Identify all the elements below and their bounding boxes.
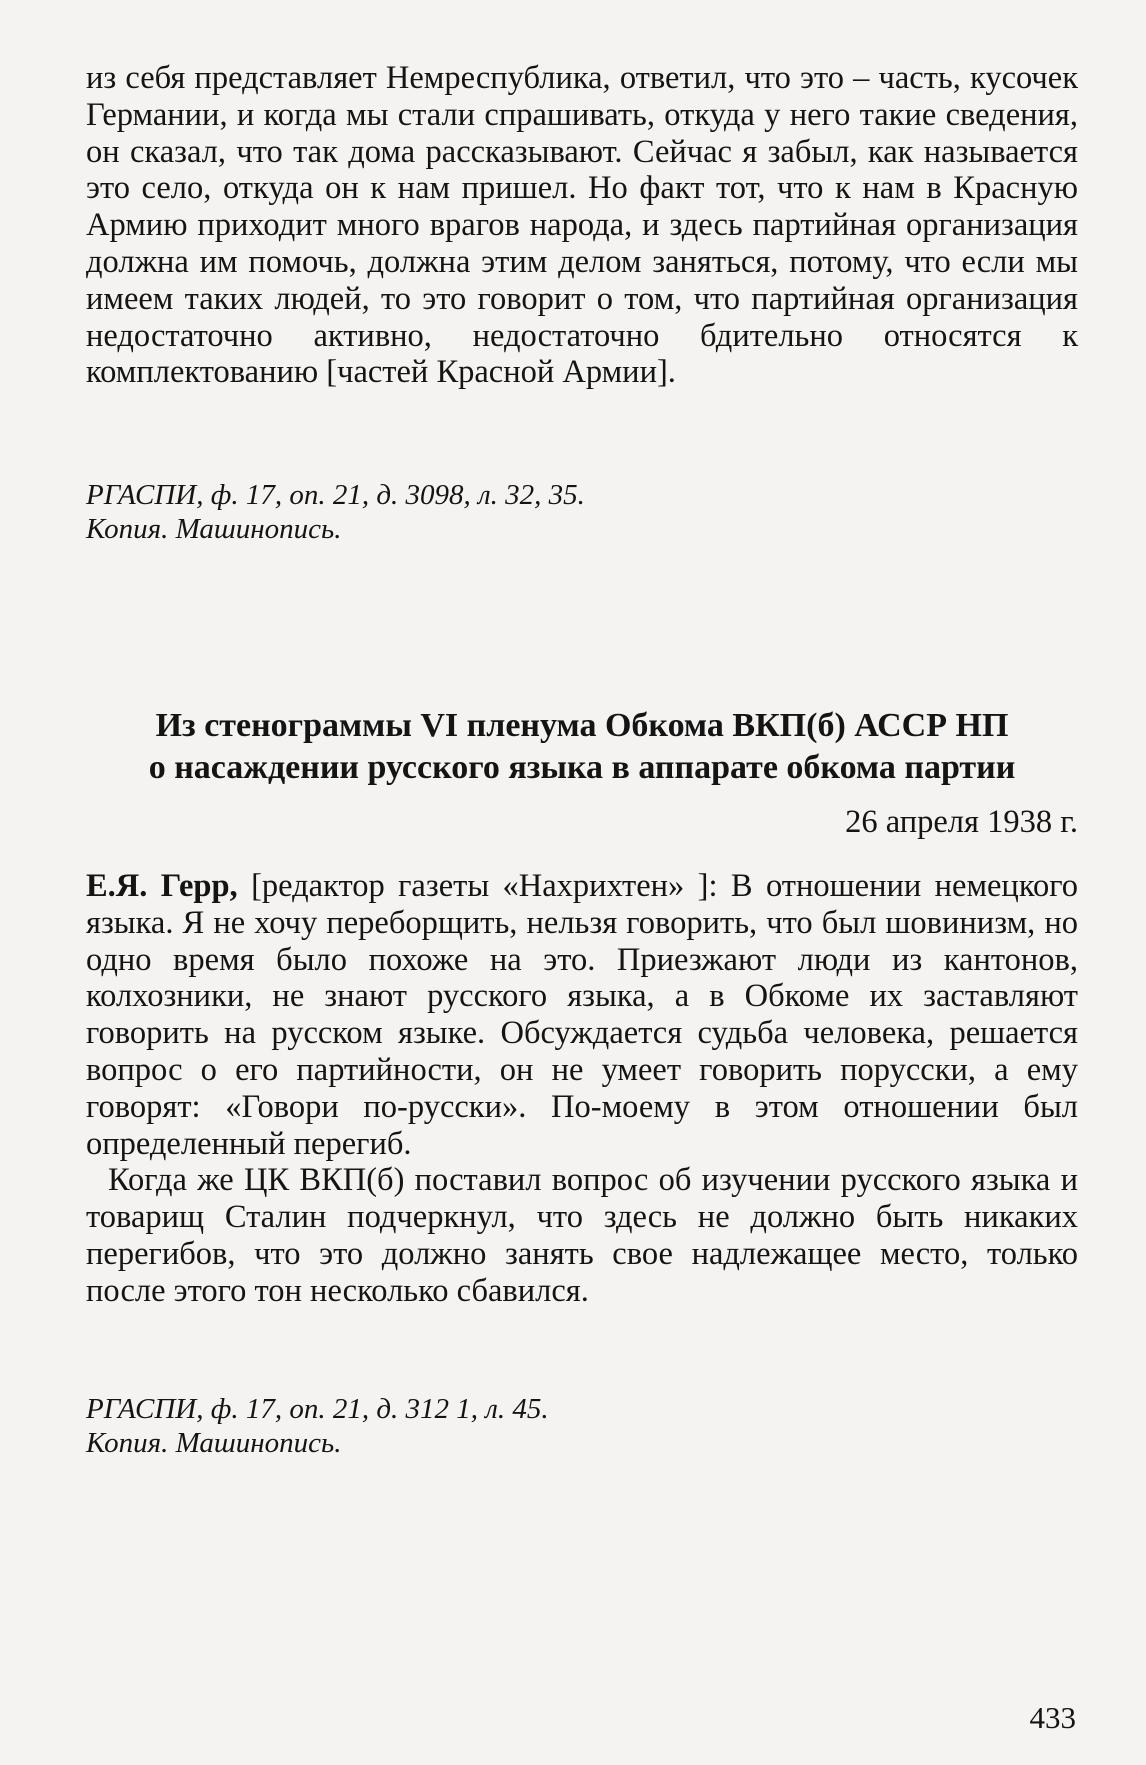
speech-paragraph-2: Когда же ЦК ВКП(б) поставил вопрос об изучении русского языка и товарищ Сталин подчеркнул, что здесь не должно быть никаких перегибов, что это должно занять свое надлежащее место, только после этого тон несколько сбавился. (86, 1162, 1078, 1309)
speaker-name: Е.Я. Герр, (86, 868, 238, 904)
speech-text: [редактор газеты «Нахрихтен» ]: В отношении немецкого языка. Я не хочу переборщить, нельзя говорить, что был шовинизм, но одно время было похоже на это. Приезжают люди из кантонов, колхозники, не знают русского языка, а в Обкоме их заставляют говорить на русском языке. Обсуждается судьба человека, решается вопрос о его партийности, он не умеет говорить порусски, а ему говорят: «Говори по-русски». По-моему в этом отношении был определенный перегиб. (86, 868, 1078, 1162)
copy-note-1: Копия. Машинопись. (86, 513, 342, 545)
title-line-1: Из стенограммы VI пленума Обкома ВКП(б) АССР НП (155, 707, 1009, 744)
document-date: 26 апреля 1938 г. (845, 804, 1078, 840)
title-line-2: о насаждении русского языка в аппарате обкома партии (148, 749, 1016, 786)
source-block-2 (86, 1392, 1078, 1460)
second-section (86, 868, 1078, 1310)
archive-reference-1: РГАСПИ, ф. 17, оп. 21, д. 3098, л. 32, 35. (86, 479, 585, 511)
page-number: 433 (1029, 1700, 1076, 1735)
first-section (86, 60, 1078, 391)
paragraph-continuation: из себя представляет Немреспублика, ответил, что это – часть, кусочек Германии, и когда мы стали спрашивать, откуда у него такие сведения, он сказал, что так дома рассказывают. Сейчас я забыл, как называется это село, откуда он к нам пришел. Но факт тот, что к нам в Красную Армию приходит много врагов народа, и здесь партийная организация должна им помочь, должна этим делом заняться, потому, что если мы имеем таких людей, то это говорит о том, что партийная организация недостаточно активно, недостаточно бдительно относятся к комплектованию [частей Красной Армии]. (86, 60, 1078, 391)
archive-reference-2: РГАСПИ, ф. 17, оп. 21, д. 312 1, л. 45. (86, 1393, 549, 1425)
source-block-1 (86, 478, 1078, 546)
document-title (86, 705, 1078, 789)
copy-note-2: Копия. Машинопись. (86, 1427, 342, 1459)
speech-paragraph (86, 868, 1078, 1162)
